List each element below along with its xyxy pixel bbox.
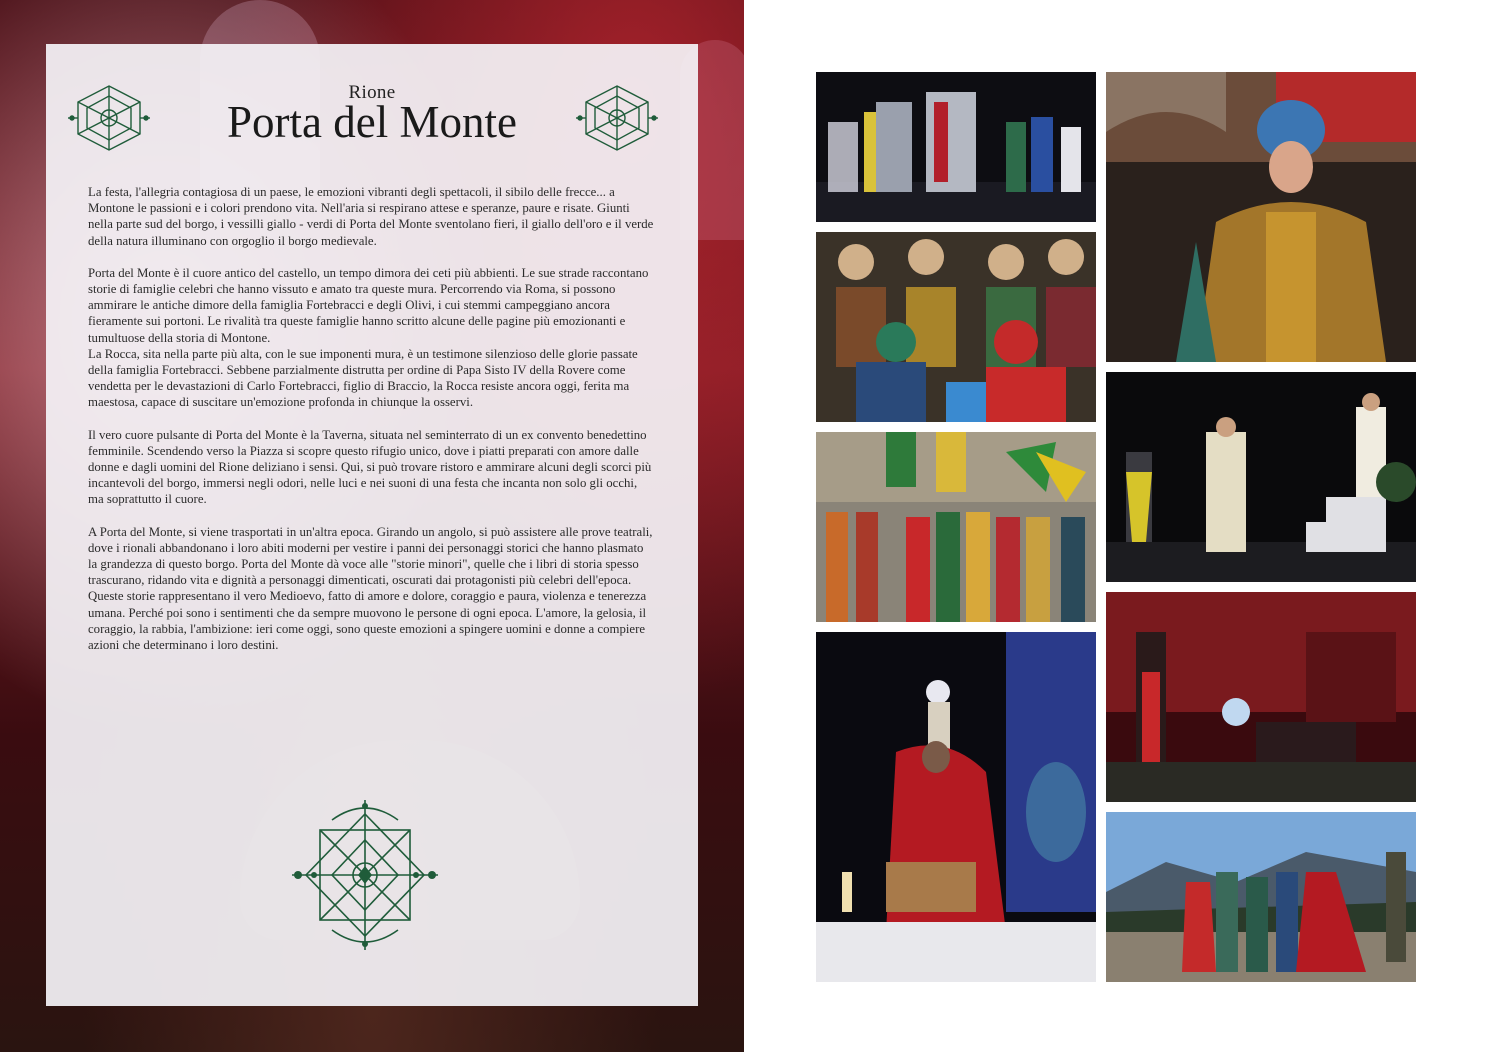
body-text [88,184,654,669]
photo-costumed-crowd [816,232,1096,422]
paragraph-history: Porta del Monte è il cuore antico del castello, un tempo dimora dei ceti più abbienti. Le sue strade raccontano storie di famiglie celebri che hanno vissuto e amato tra queste mura. Percorrendo via Roma, si possono ammirare le antiche dimore della famiglia Fortebracci e degli Olivi, i cui stemmi campeggiano ancora fieramente sui portoni. Le rivalità tra queste famiglie hanno scritto alcune delle pagine più emozionanti e tumultuose della storia di Montone. [88,265,649,345]
right-page [744,0,1488,1052]
page-title: Porta del Monte [227,97,517,147]
photo-noblewoman-blue-headdress [1106,72,1416,362]
page-subtitle: Rione [348,82,396,103]
text-panel [46,44,698,1006]
paragraph-rocca: La Rocca, sita nella parte più alta, con le sue imponenti mura, è un testimone silenzioso delle glorie passate della famiglia Fortebracci. Sebbene parzialmente distrutta per ordine di Papa Sisto IV della Rovere come vendetta per le devastazioni di Carlo Fortebracci, figlio di Braccio, la Rocca resiste ancora oggi, ferita ma maestosa, capace di suscitare un'emozione profonda in chiunque la osservi. [88,346,638,410]
photo-priestess-raising-host [816,632,1096,982]
geometric-ornament-icon [576,82,658,154]
photo-armored-knights-stage [816,72,1096,222]
paragraph-intro: La festa, l'allegria contagiosa di un paese, le emozioni vibranti degli spettacoli, il sibilo delle frecce... a Montone le passioni e i colori prendono vita. Nell'aria si respirano attese e speranze, paure e risate. Giunti nella parte sud del borgo, i vessilli giallo - verdi di Porta del Monte sventolano fieri, il giallo dell'oro e il verde della natura illuminano con orgoglio il borgo medievale. [88,185,654,248]
paragraph-taverna: Il vero cuore pulsante di Porta del Monte è la Taverna, situata nel seminterrato di un ex convento benedettino femminile. Scendendo verso la Piazza si scopre questo rifugio unico, dove i piatti preparati con amore dalle donne e dagli uomini del Rione deliziano i sensi. Qui, si può trovare ristoro e ammirare alcuni degli scorci più incantevoli del borgo, immersi negli odori, nelle luci e nei suoni di una festa che incanta non solo gli occhi, ma soprattutto il cuore. [88,427,652,507]
photo-red-lit-stage-scene [1106,592,1416,802]
rione-emblem-icon [292,800,438,950]
photo-stage-play-balcony [1106,372,1416,582]
paragraph-epoca: A Porta del Monte, si viene trasportati in un'altra epoca. Girando un angolo, si può assistere alle prove teatrali, dove i rionali abbandonano i loro abiti moderni per vestire i panni dei personaggi storici che hanno plasmato la grandezza di questo borgo. Porta del Monte dà voce alle "storie minori", quelle che i libri di storia spesso trascurano, ridando vita e dignità a personaggi dimenticati, oscurati dai protagonisti più celebri dell'epoca. Queste storie rappresentano il vero Medioevo, fatto di amore e dolore, coraggio e paura, violenza e tenerezza umana. Perché poi sono i sentimenti che da sempre muovono le persone di ogni epoca. L'amore, la gelosia, il coraggio, la rabbia, l'ambizione: ieri come oggi, sono queste emozioni a spingere uomini e donne a compiere azioni che determinano i loro destini. [88,524,653,653]
photo-women-overlooking-valley [1106,812,1416,982]
photo-procession-banners [816,432,1096,622]
